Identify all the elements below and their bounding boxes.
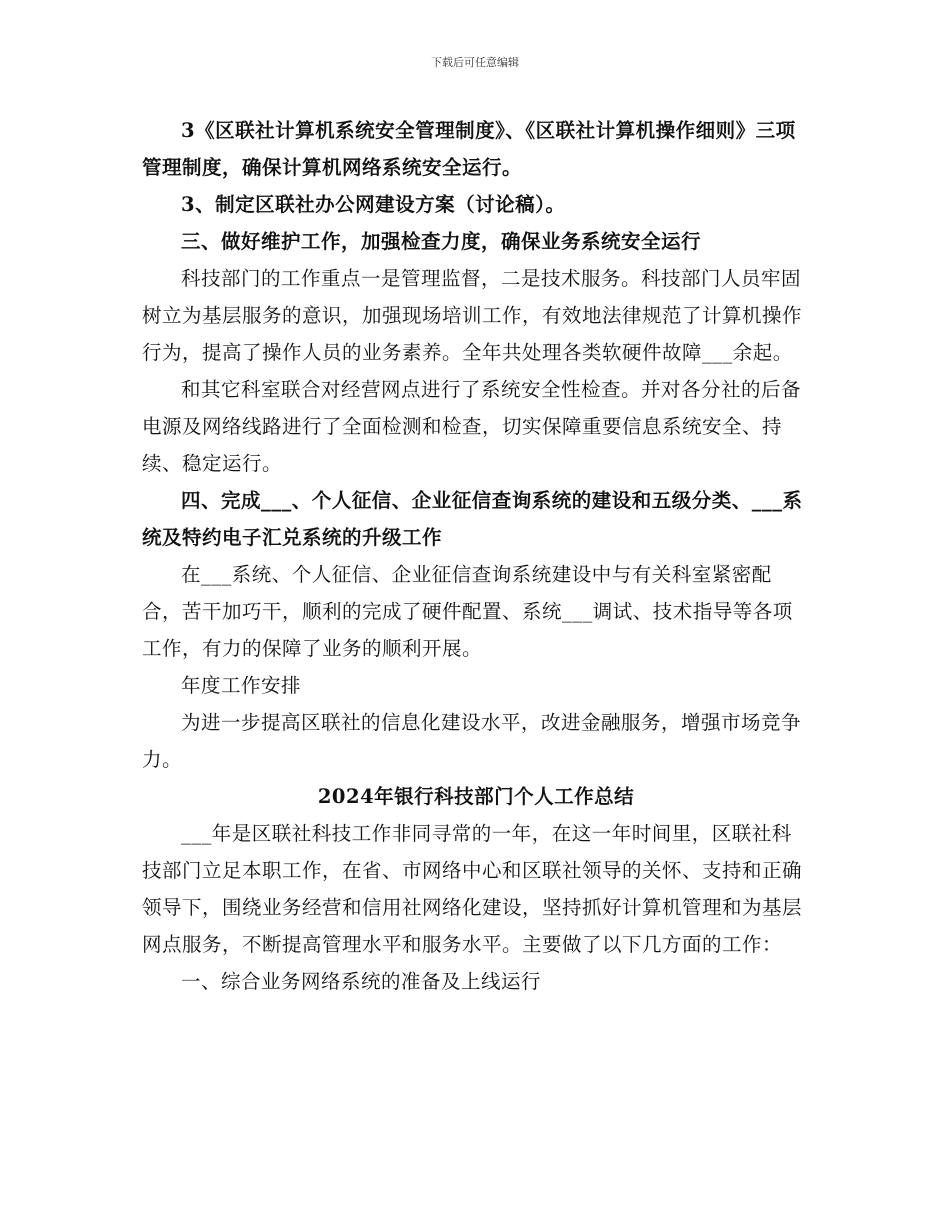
paragraph: 一、综合业务网络系统的准备及上线运行	[181, 970, 542, 993]
paragraph: 科技部门的工作重点一是管理监督，二是技术服务。科技部门人员牢固树立为基层服务的意识，加强现场培训工作，有效地法律规范了计算机操作行为，提高了操作人员的业务素养。全年共处理各类软硬件故障___余起。	[142, 267, 803, 364]
paragraph: 为进一步提高区联社的信息化建设水平，改进金融服务，增强市场竞争力。	[142, 711, 802, 771]
paragraph: 3《区联社计算机系统安全管理制度》、《区联社计算机操作细则》三项管理制度，确保计算机网络系统安全运行。	[142, 119, 796, 179]
paragraph: 在___系统、个人征信、企业征信查询系统建设中与有关科室紧密配合，苦干加巧干，顺利的完成了硬件配置、系统___调试、技术指导等各项工作，有力的保障了业务的顺利开展。	[142, 563, 793, 660]
paragraph: 3、制定区联社办公网建设方案（讨论稿）。	[181, 193, 566, 216]
document-title: 2024年银行科技部门个人工作总结	[317, 785, 635, 808]
document-body	[142, 112, 810, 1000]
page-header: 下载后可任意编辑	[431, 56, 519, 69]
section-heading: 四、完成___、个人征信、企业征信查询系统的建设和五级分类、___系统及特约电子汇兑系统的升级工作	[142, 489, 803, 549]
paragraph: 和其它科室联合对经营网点进行了系统安全性检查。并对各分社的后备电源及网络线路进行了全面检测和检查，切实保障重要信息系统安全、持续、稳定运行。	[142, 378, 802, 475]
paragraph: ___年是区联社科技工作非同寻常的一年，在这一年时间里，区联社科技部门立足本职工作，在省、市网络中心和区联社领导的关怀、支持和正确领导下，围绕业务经营和信用社网络化建设，坚持抓好计算机管理和为基层网点服务，不断提高管理水平和服务水平。主要做了以下几方面的工作：	[142, 822, 803, 956]
paragraph: 年度工作安排	[181, 674, 302, 697]
section-heading: 三、做好维护工作，加强检查力度，确保业务系统安全运行	[181, 230, 702, 253]
